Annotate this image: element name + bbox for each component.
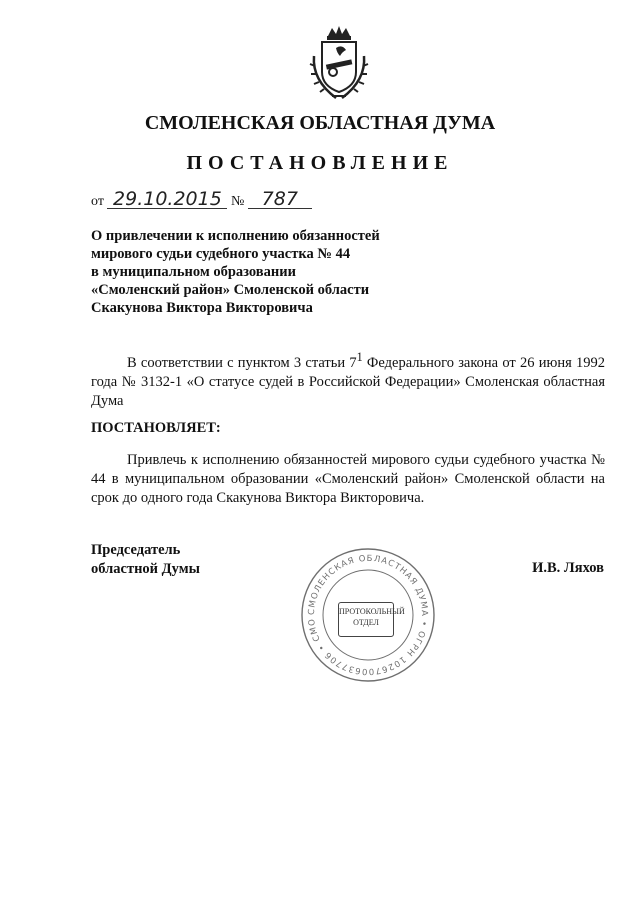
signatory-title-line1: Председатель bbox=[91, 542, 181, 558]
subject-line: мирового судьи судебного участка № 44 bbox=[91, 246, 351, 262]
signatory-title bbox=[91, 541, 200, 579]
coat-of-arms-icon bbox=[306, 22, 372, 102]
subject-block bbox=[91, 227, 421, 317]
subject-line: «Смоленский район» Смоленской области bbox=[91, 282, 370, 298]
signatory-name: И.В. Ляхов bbox=[532, 560, 604, 576]
handwritten-date: 29.10.2015 bbox=[107, 190, 227, 209]
signatory-title-line2: областной Думы bbox=[91, 561, 200, 577]
preamble-text-rest: Федерального закона от 26 июня 1992 года № 3132-1 «О статусе судей в Российской Федерации» Смоленская областная Дума bbox=[91, 354, 605, 409]
number-sign: № bbox=[230, 194, 245, 209]
resolution-paragraph bbox=[91, 451, 605, 508]
stamp-box-line2: ОТДЕЛ bbox=[353, 618, 379, 627]
preamble-paragraph bbox=[91, 348, 605, 411]
document-type: ПОСТАНОВЛЕНИЕ bbox=[186, 152, 454, 174]
preamble-text: В соответствии с пунктом 3 статьи 7 bbox=[127, 354, 357, 371]
stamp-box-line1: ПРОТОКОЛЬНЫЙ bbox=[339, 607, 405, 616]
subject-line: Скакунова Виктора Викторовича bbox=[91, 300, 313, 316]
date-number-line bbox=[91, 190, 312, 210]
date-prefix: от bbox=[91, 194, 104, 209]
subject-line: О привлечении к исполнению обязанностей bbox=[91, 228, 380, 244]
stamp-ring-text: СМОЛЕНСКАЯ ОБЛАСТНАЯ ДУМА • ОГРН 1026700637706 • СМО bbox=[306, 553, 430, 677]
resolution-text: Привлечь к исполнению обязанностей мирового судьи судебного участка № 44 в муниципальном образовании «Смоленский район» Смоленской области на срок до одного года Скакунова Виктора Викторовича. bbox=[91, 452, 605, 506]
organization-name: СМОЛЕНСКАЯ ОБЛАСТНАЯ ДУМА bbox=[144, 112, 496, 134]
preamble-superscript: 1 bbox=[356, 350, 363, 364]
subject-line: в муниципальном образовании bbox=[91, 264, 296, 280]
decree-heading: ПОСТАНОВЛЯЕТ: bbox=[91, 420, 221, 436]
handwritten-number: 787 bbox=[248, 190, 312, 209]
stamp-inner-box bbox=[338, 602, 405, 637]
